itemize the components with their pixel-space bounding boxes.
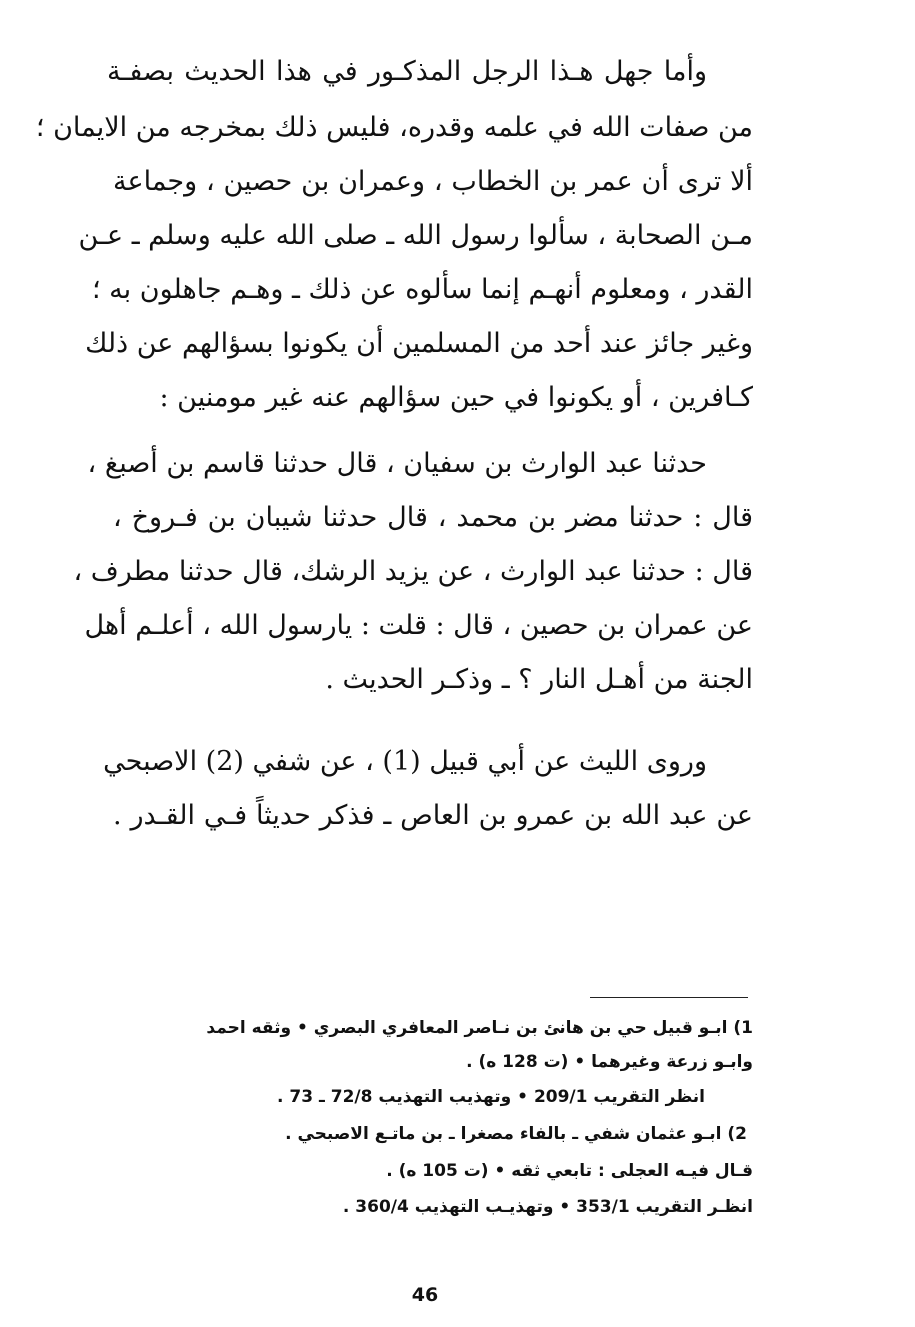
footnote-separator bbox=[590, 997, 748, 998]
text-line: قال : حدثنا مضر بن محمد ، قال حدثنا شيبان بن فـروخ ، bbox=[113, 502, 753, 533]
footnote-line: انظـر التقريب 353/1 • وتهذيـب التهذيب 360/4 . bbox=[342, 1197, 753, 1217]
text-line: القدر ، ومعلوم أنهـم إنما سألوه عن ذلك ـ وهـم جاهلون به ؛ bbox=[92, 274, 753, 305]
text-line: عن عمران بن حصين ، قال : قلت : يارسول الله ، أعلـم أهل bbox=[84, 610, 753, 641]
text-line: عن عبد الله بن عمرو بن العاص ـ فذكر حديثاً فـي القـدر . bbox=[113, 800, 753, 831]
footnote-line: 1) ابـو قبيل حي بن هانئ بن نـاصر المعافري البصري • وثقه احمد bbox=[206, 1018, 753, 1038]
footnote-line: وابـو زرعة وغيرهما • (ت 128 ه) . bbox=[466, 1052, 753, 1072]
text-line: حدثنا عبد الوارث بن سفيان ، قال حدثنا قاسم بن أصبغ ، bbox=[87, 448, 707, 479]
text-line: وروى الليث عن أبي قبيل (1) ، عن شفي (2) الاصبحي bbox=[103, 746, 707, 777]
text-line: وغير جائز عند أحد من المسلمين أن يكونوا بسؤالهم عن ذلك bbox=[85, 328, 753, 359]
text-line: قال : حدثنا عبد الوارث ، عن يزيد الرشك، قال حدثنا مطرف ، bbox=[73, 556, 753, 587]
footnote-line: انظر التقريب 209/1 • وتهذيب التهذيب 72/8 ـ 73 . bbox=[277, 1087, 705, 1107]
text-line: ألا ترى أن عمر بن الخطاب ، وعمران بن حصين ، وجماعة bbox=[113, 166, 753, 197]
text-line: من صفات الله في علمه وقدره، فليس ذلك بمخرجه من الايمان ؛ bbox=[35, 112, 753, 143]
text-line: الجنة من أهـل النار ؟ ـ وذكـر الحديث . bbox=[325, 664, 753, 695]
footnote-line: قـال فيـه العجلى : تابعي ثقه • (ت 105 ه) . bbox=[386, 1161, 753, 1181]
text-line: مـن الصحابة ، سألوا رسول الله ـ صلى الله عليه وسلم ـ عـن bbox=[78, 220, 753, 251]
text-line: كـافرين ، أو يكونوا في حين سؤالهم عنه غير مومنين : bbox=[159, 382, 753, 413]
page-number: 46 bbox=[411, 1284, 439, 1306]
text-line: وأما جهل هـذا الرجل المذكـور في هذا الحديث بصفـة bbox=[107, 56, 707, 87]
footnote-line: 2) ابـو عثمان شفي ـ بالفاء مصغرا ـ بن ماتـع الاصبحي . bbox=[285, 1124, 747, 1144]
